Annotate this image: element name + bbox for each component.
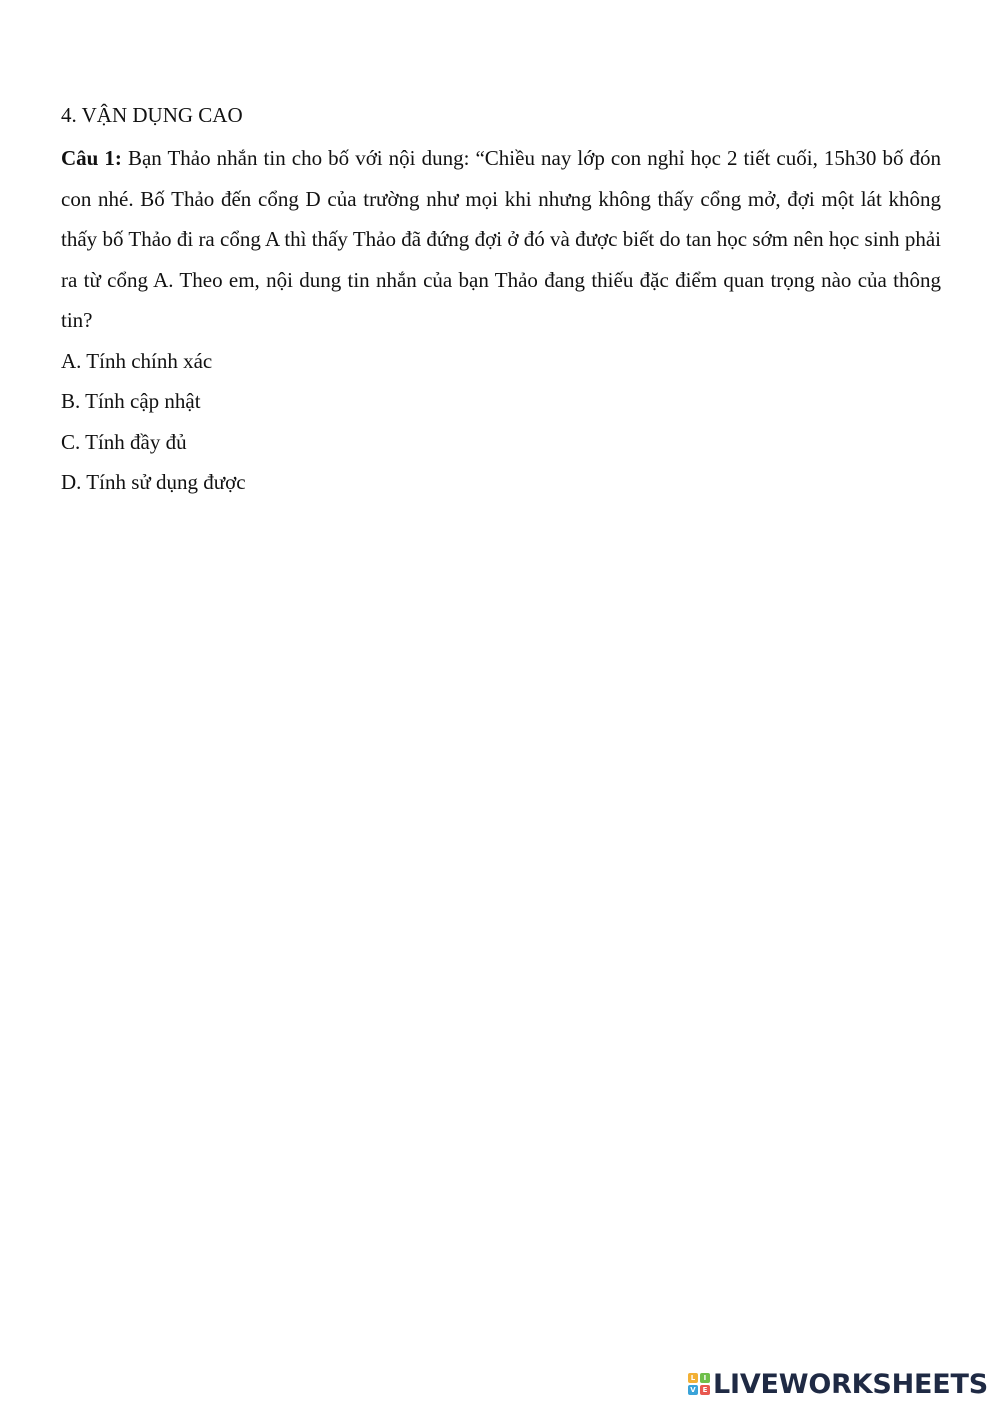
option-c: C. Tính đầy đủ xyxy=(61,429,187,454)
logo-tile-l: L xyxy=(688,1373,698,1383)
question-text: Bạn Thảo nhắn tin cho bố với nội dung: “Chiều nay lớp con nghỉ học 2 tiết cuối, 15h30 bố đón con nhé. Bố Thảo đến cổng D của trường như mọi khi nhưng không thấy cổng mở, đợi một lát không thấy bố Thảo đi ra cổng A thì thấy Thảo đã đứng đợi ở đó và được biết do tan học sớm nên học sinh phải ra từ cổng A. Theo em, nội dung tin nhắn của bạn Thảo đang thiếu đặc điểm quan trọng nào của thông tin? xyxy=(61,146,942,332)
worksheet-page xyxy=(61,98,941,503)
liveworksheets-logo-icon xyxy=(688,1373,710,1395)
logo-tile-i: I xyxy=(700,1373,710,1383)
answer-options xyxy=(61,341,941,503)
option-b: B. Tính cập nhật xyxy=(61,389,201,413)
option-d: D. Tính sử dụng được xyxy=(61,470,246,494)
section-heading: 4. VẬN DỤNG CAO xyxy=(61,103,243,127)
logo-text: LIVEWORKSHEETS xyxy=(712,1368,988,1400)
logo-tile-e: E xyxy=(700,1385,710,1395)
question-label: Câu 1: xyxy=(61,146,122,170)
liveworksheets-logo xyxy=(688,1368,988,1400)
question-1 xyxy=(61,138,941,341)
logo-tile-v: V xyxy=(688,1385,698,1395)
option-a: A. Tính chính xác xyxy=(61,348,213,373)
